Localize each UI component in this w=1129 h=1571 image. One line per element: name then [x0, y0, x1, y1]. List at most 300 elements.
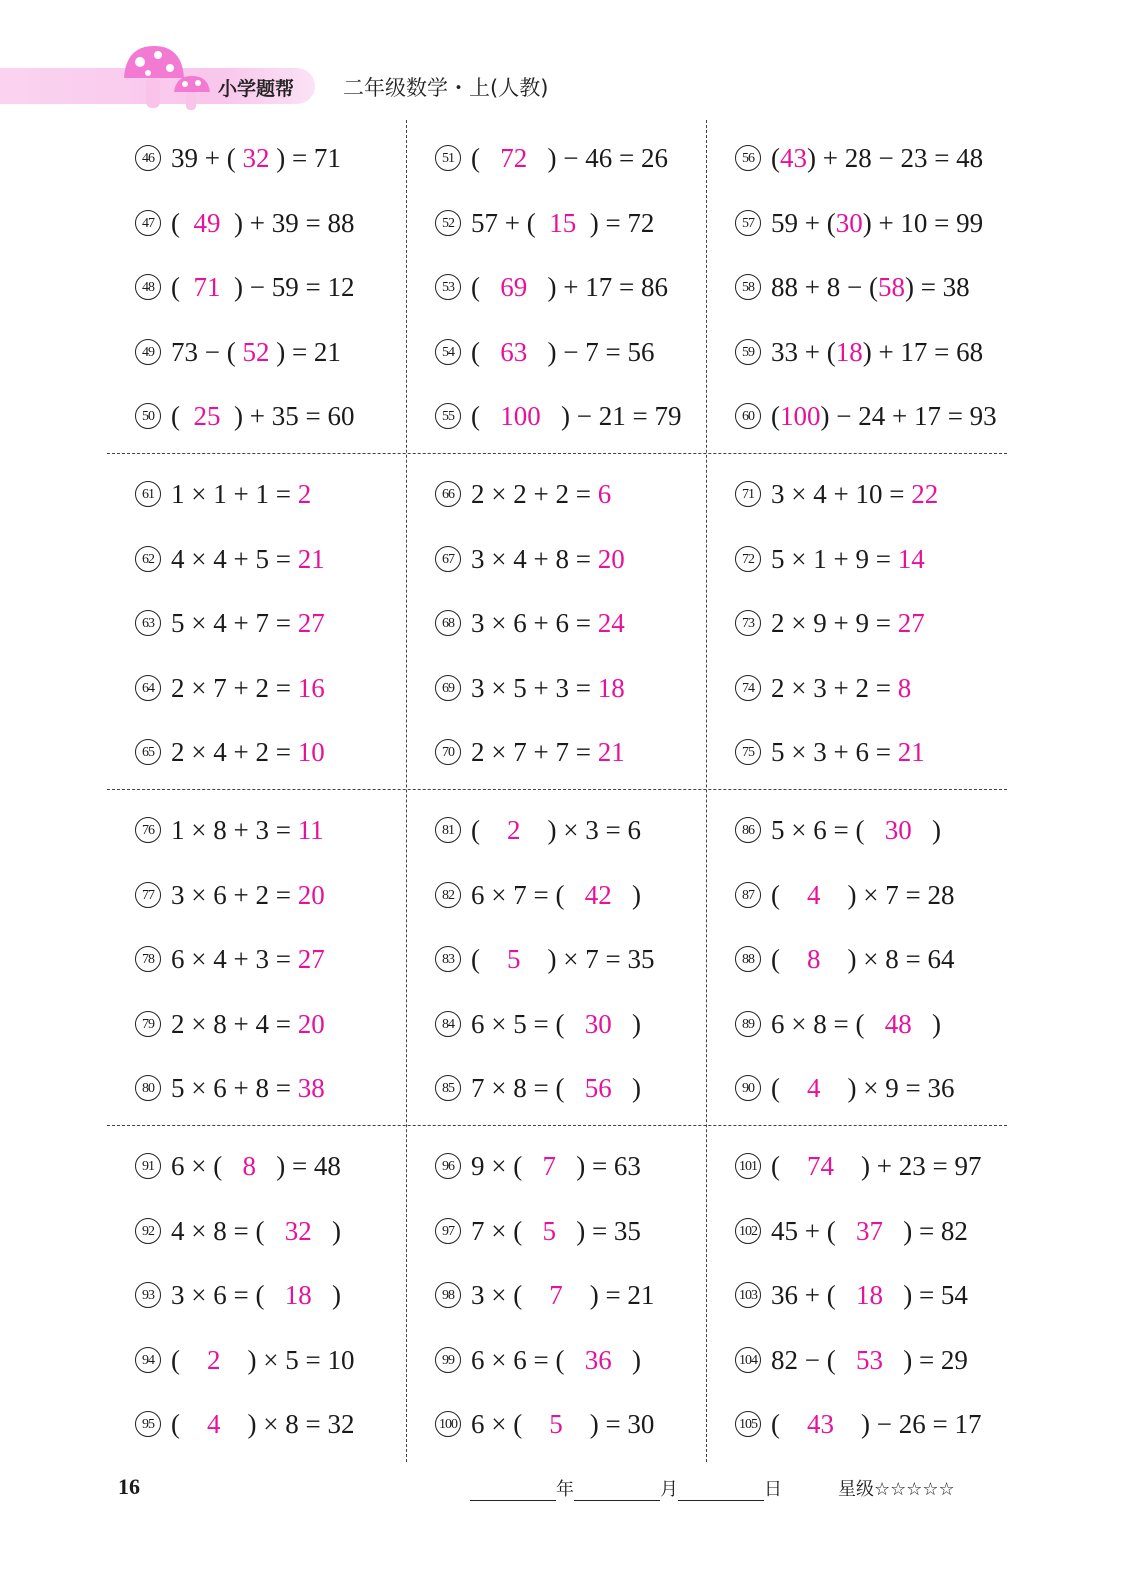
item-number: 85 [435, 1075, 461, 1101]
equation-text: ) [311, 1280, 341, 1310]
item-number: 69 [435, 675, 461, 701]
exercise-item [407, 1004, 707, 1044]
equation-text: 4 × 4 + 5 = [171, 543, 298, 574]
answer[interactable]: 6 [597, 479, 612, 509]
exercise-item [107, 203, 407, 243]
answer[interactable]: 30 [835, 207, 863, 238]
item-number: 91 [135, 1153, 161, 1179]
exercise-item [407, 1146, 707, 1186]
answer[interactable]: 21 [897, 737, 925, 767]
answer[interactable]: 7 [549, 1280, 563, 1310]
answer[interactable]: 20 [297, 1008, 325, 1039]
equation-text: ) = 35 [555, 1215, 641, 1246]
answer[interactable]: 22 [911, 479, 939, 509]
equation [171, 1404, 354, 1444]
item-number: 79 [135, 1011, 161, 1037]
equation [471, 1068, 641, 1108]
item-number: 59 [735, 339, 761, 365]
equation [471, 1211, 641, 1251]
equation-text: ( [771, 944, 807, 974]
item-number: 73 [735, 610, 761, 636]
exercise-item [707, 1275, 1007, 1315]
equation-text: ( [771, 143, 780, 173]
equation [471, 1275, 654, 1315]
equation-text: ) [911, 815, 941, 845]
equation-text: 73 − ( [171, 336, 243, 367]
equation-text: 1 × 1 + 1 = [171, 479, 298, 509]
exercise-item [707, 1404, 1007, 1444]
item-number: 81 [435, 817, 461, 843]
answer[interactable]: 27 [297, 608, 325, 638]
answer[interactable]: 69 [500, 272, 528, 302]
answer[interactable]: 32 [284, 1215, 312, 1246]
answer[interactable]: 42 [584, 879, 612, 910]
equation-text: ( [771, 401, 780, 431]
equation-text: ) − 24 + 17 = 93 [820, 401, 997, 431]
equation-text: ( [471, 815, 507, 845]
answer[interactable]: 18 [835, 336, 863, 367]
exercise-item [407, 603, 707, 643]
item-number: 94 [135, 1347, 161, 1373]
equation-text: 4 × 8 = ( [171, 1215, 285, 1246]
equation [171, 332, 341, 372]
exercise-item [107, 539, 407, 579]
equation [771, 396, 997, 436]
equation-text: ) = 21 [562, 1280, 655, 1310]
answer[interactable]: 38 [297, 1073, 325, 1103]
equation [171, 1340, 354, 1380]
answer[interactable]: 4 [207, 1409, 221, 1439]
answer[interactable]: 74 [807, 1151, 834, 1181]
equation [471, 203, 654, 243]
answer[interactable]: 15 [549, 207, 577, 238]
item-number: 102 [735, 1218, 761, 1244]
column-divider [406, 120, 407, 1462]
answer[interactable]: 4 [807, 1073, 821, 1103]
equation-text: 2 × 7 + 7 = [471, 737, 598, 767]
equation-text: 6 × 4 + 3 = [171, 944, 298, 974]
equation-text: ( [471, 143, 501, 173]
equation-text: ) × 8 = 32 [220, 1409, 355, 1439]
day-blank[interactable] [678, 1482, 764, 1501]
equation [771, 810, 941, 850]
equation-text: ) [611, 1008, 641, 1039]
item-number: 90 [735, 1075, 761, 1101]
equation-text: 6 × ( [171, 1151, 243, 1181]
equation-text: ) [611, 1344, 641, 1375]
equation [471, 1146, 641, 1186]
equation [771, 1275, 968, 1315]
exercise-item [407, 732, 707, 772]
exercise-item [707, 732, 1007, 772]
answer[interactable]: 8 [807, 944, 821, 974]
item-number: 95 [135, 1411, 161, 1437]
equation-text: ) = 30 [562, 1409, 655, 1439]
equation [771, 203, 983, 243]
equation [171, 1211, 341, 1251]
column-divider [706, 120, 707, 1462]
answer[interactable]: 48 [884, 1008, 912, 1039]
equation-text: ( [171, 401, 194, 431]
exercise-item [407, 810, 707, 850]
equation [171, 1004, 325, 1044]
answer[interactable]: 36 [584, 1344, 612, 1375]
equation [471, 668, 625, 708]
answer[interactable]: 11 [297, 815, 324, 845]
exercise-item [407, 1404, 707, 1444]
exercise-item [107, 810, 407, 850]
exercise-item [707, 603, 1007, 643]
item-number: 86 [735, 817, 761, 843]
exercise-item [107, 603, 407, 643]
equation [471, 138, 668, 178]
answer[interactable]: 37 [855, 1215, 883, 1246]
exercise-item [707, 332, 1007, 372]
equation-text: ) × 7 = 35 [520, 944, 655, 974]
item-number: 98 [435, 1282, 461, 1308]
item-number: 77 [135, 882, 161, 908]
star-rating[interactable]: 星级☆☆☆☆☆ [838, 1479, 955, 1500]
item-number: 101 [735, 1153, 761, 1179]
exercise-item [107, 1211, 407, 1251]
answer[interactable]: 30 [584, 1008, 612, 1039]
equation [771, 1146, 981, 1186]
item-number: 88 [735, 946, 761, 972]
item-number: 97 [435, 1218, 461, 1244]
date-fill-line [470, 1475, 782, 1501]
item-number: 49 [135, 339, 161, 365]
answer[interactable]: 20 [597, 543, 625, 574]
equation-text: ) = 48 [255, 1151, 341, 1181]
exercise-item [707, 267, 1007, 307]
equation-text: 2 × 3 + 2 = [771, 672, 898, 703]
equation [471, 810, 641, 850]
equation-text: ) = 38 [904, 272, 970, 302]
exercise-item [107, 1068, 407, 1108]
answer[interactable]: 27 [897, 608, 925, 638]
item-number: 78 [135, 946, 161, 972]
exercise-item [707, 138, 1007, 178]
exercise-item [107, 474, 407, 514]
equation-text: 6 × ( [471, 1409, 550, 1439]
exercise-item [107, 1004, 407, 1044]
item-number: 68 [435, 610, 461, 636]
exercise-item [707, 939, 1007, 979]
item-number: 62 [135, 546, 161, 572]
answer[interactable]: 52 [242, 336, 270, 367]
equation [771, 267, 970, 307]
exercise-grid [107, 120, 1007, 1462]
equation-text: 6 × 6 = ( [471, 1344, 585, 1375]
answer[interactable]: 56 [584, 1073, 612, 1103]
block-divider [107, 789, 1007, 790]
exercise-item [107, 267, 407, 307]
item-number: 66 [435, 481, 461, 507]
item-number: 104 [735, 1347, 761, 1373]
equation-text: 59 + ( [771, 207, 836, 238]
item-number: 55 [435, 403, 461, 429]
equation [471, 732, 625, 772]
equation [471, 1004, 641, 1044]
exercise-item [407, 1340, 707, 1380]
equation-text: ) = 82 [882, 1215, 968, 1246]
item-number: 74 [735, 675, 761, 701]
answer[interactable]: 100 [500, 401, 541, 431]
item-number: 96 [435, 1153, 461, 1179]
equation-text: ) = 54 [882, 1280, 968, 1310]
item-number: 67 [435, 546, 461, 572]
equation [171, 1068, 325, 1108]
equation [171, 939, 325, 979]
equation-text: ) = 63 [555, 1151, 641, 1181]
equation-text: 57 + ( [471, 207, 550, 238]
item-number: 56 [735, 145, 761, 171]
answer[interactable]: 63 [500, 336, 528, 367]
item-number: 76 [135, 817, 161, 843]
exercise-item [707, 875, 1007, 915]
answer[interactable]: 32 [242, 143, 270, 173]
exercise-item [407, 203, 707, 243]
item-number: 63 [135, 610, 161, 636]
equation [471, 875, 641, 915]
equation-text: ) [911, 1008, 941, 1039]
item-number: 60 [735, 403, 761, 429]
equation-text: ) = 29 [882, 1344, 968, 1375]
exercise-item [107, 1146, 407, 1186]
exercise-item [707, 203, 1007, 243]
answer[interactable]: 30 [884, 815, 912, 845]
equation-text: ) = 72 [576, 207, 655, 238]
answer[interactable]: 5 [549, 1409, 563, 1439]
exercise-item [707, 1211, 1007, 1251]
answer[interactable]: 14 [897, 543, 925, 574]
equation-text: ) = 71 [269, 143, 341, 173]
item-number: 87 [735, 882, 761, 908]
equation-text: ) × 7 = 28 [820, 879, 955, 910]
exercise-item [107, 939, 407, 979]
month-label: 月 [660, 1479, 678, 1500]
answer[interactable]: 58 [877, 272, 905, 302]
equation-text: ) × 5 = 10 [220, 1344, 355, 1375]
answer[interactable]: 16 [297, 672, 325, 703]
answer[interactable]: 72 [500, 143, 528, 173]
equation-text: ( [471, 272, 501, 302]
equation [771, 474, 938, 514]
equation-text: 39 + ( [171, 143, 243, 173]
equation-text: 5 × 4 + 7 = [171, 608, 298, 638]
equation [171, 267, 354, 307]
exercise-item [707, 1146, 1007, 1186]
equation [771, 939, 954, 979]
equation [171, 668, 325, 708]
equation-text: 2 × 7 + 2 = [171, 672, 298, 703]
equation-text: 9 × ( [471, 1151, 543, 1181]
exercise-item [707, 1340, 1007, 1380]
equation-text: 2 × 8 + 4 = [171, 1008, 298, 1039]
answer[interactable]: 7 [542, 1151, 556, 1181]
equation-text: 5 × 6 + 8 = [171, 1073, 298, 1103]
equation [171, 810, 324, 850]
exercise-item [407, 1068, 707, 1108]
answer[interactable]: 18 [597, 672, 625, 703]
block-divider [107, 1125, 1007, 1126]
equation-text: ) = 21 [269, 336, 341, 367]
equation [171, 539, 325, 579]
equation-text: ) [311, 1215, 341, 1246]
equation-text: 82 − ( [771, 1344, 856, 1375]
equation-text: 5 × 6 = ( [771, 815, 885, 845]
exercise-item [407, 539, 707, 579]
item-number: 70 [435, 739, 461, 765]
answer[interactable]: 10 [297, 737, 325, 767]
answer[interactable]: 53 [855, 1344, 883, 1375]
equation-text: 6 × 7 = ( [471, 879, 585, 910]
equation-text: 3 × 6 + 2 = [171, 879, 298, 910]
exercise-item [707, 1068, 1007, 1108]
exercise-item [107, 668, 407, 708]
equation-text: ( [171, 207, 194, 238]
item-number: 92 [135, 1218, 161, 1244]
item-number: 82 [435, 882, 461, 908]
year-blank[interactable] [470, 1482, 556, 1501]
equation-text: ) − 21 = 79 [540, 401, 682, 431]
item-number: 53 [435, 274, 461, 300]
equation [771, 138, 983, 178]
equation-text: 2 × 9 + 9 = [771, 608, 898, 638]
item-number: 47 [135, 210, 161, 236]
month-blank[interactable] [574, 1482, 660, 1501]
answer[interactable]: 25 [193, 401, 221, 431]
equation-text: ( [471, 944, 507, 974]
answer[interactable]: 21 [597, 737, 625, 767]
equation [771, 332, 983, 372]
answer[interactable]: 18 [855, 1280, 883, 1310]
item-number: 75 [735, 739, 761, 765]
answer[interactable]: 18 [284, 1280, 312, 1310]
item-number: 71 [735, 481, 761, 507]
answer[interactable]: 4 [807, 879, 821, 910]
exercise-item [707, 1004, 1007, 1044]
equation-text: 33 + ( [771, 336, 836, 367]
equation-text: ) − 26 = 17 [834, 1409, 982, 1439]
year-label: 年 [556, 1479, 574, 1500]
equation [771, 1211, 968, 1251]
equation [471, 474, 611, 514]
exercise-item [407, 875, 707, 915]
answer[interactable]: 100 [780, 401, 821, 431]
equation-text: ) + 17 = 68 [862, 336, 984, 367]
item-number: 105 [735, 1411, 761, 1437]
book-title: 二年级数学・上(人教) [343, 76, 549, 100]
exercise-item [407, 474, 707, 514]
equation [171, 138, 341, 178]
equation [171, 474, 311, 514]
answer[interactable]: 8 [897, 672, 912, 703]
exercise-item [107, 732, 407, 772]
equation-text: 3 × 6 = ( [171, 1280, 285, 1310]
equation-text: 6 × 8 = ( [771, 1008, 885, 1039]
exercise-item [107, 1275, 407, 1315]
equation-text: ( [171, 272, 194, 302]
equation-text: 7 × ( [471, 1215, 543, 1246]
exercise-item [407, 138, 707, 178]
item-number: 57 [735, 210, 761, 236]
equation-text: 45 + ( [771, 1215, 856, 1246]
answer[interactable]: 43 [807, 1409, 834, 1439]
item-number: 48 [135, 274, 161, 300]
equation [771, 603, 925, 643]
answer[interactable]: 24 [597, 608, 625, 638]
exercise-item [107, 1404, 407, 1444]
answer[interactable]: 2 [507, 815, 521, 845]
equation-text: ( [171, 1344, 207, 1375]
equation [471, 539, 625, 579]
item-number: 58 [735, 274, 761, 300]
exercise-item [407, 396, 707, 436]
answer[interactable]: 20 [297, 879, 325, 910]
answer[interactable]: 43 [780, 143, 807, 173]
exercise-item [407, 332, 707, 372]
equation-text: ( [771, 1073, 807, 1103]
answer[interactable]: 8 [242, 1151, 256, 1181]
equation-text: ) + 23 = 97 [834, 1151, 982, 1181]
equation-text: ( [471, 401, 501, 431]
exercise-item [107, 875, 407, 915]
exercise-item [707, 396, 1007, 436]
equation [771, 732, 925, 772]
item-number: 80 [135, 1075, 161, 1101]
equation [171, 396, 354, 436]
equation [471, 396, 681, 436]
answer[interactable]: 2 [297, 479, 312, 509]
answer[interactable]: 21 [297, 543, 325, 574]
answer[interactable]: 5 [542, 1215, 556, 1246]
equation [471, 603, 625, 643]
answer[interactable]: 5 [507, 944, 521, 974]
equation-text: ) [611, 879, 641, 910]
answer[interactable]: 2 [207, 1344, 221, 1375]
equation-text: 2 × 4 + 2 = [171, 737, 298, 767]
equation-text: 36 + ( [771, 1280, 856, 1310]
equation [171, 1275, 341, 1315]
equation-text: 2 × 2 + 2 = [471, 479, 598, 509]
exercise-item [407, 1211, 707, 1251]
equation-text: 5 × 1 + 9 = [771, 543, 898, 574]
brand-name: 小学题帮 [218, 78, 295, 100]
item-number: 50 [135, 403, 161, 429]
answer[interactable]: 27 [297, 944, 325, 974]
answer[interactable]: 49 [193, 207, 221, 238]
equation-text: 3 × 4 + 10 = [771, 479, 912, 509]
exercise-item [107, 1340, 407, 1380]
equation-text: ) + 17 = 86 [527, 272, 668, 302]
equation-text: 6 × 5 = ( [471, 1008, 585, 1039]
mushroom-logo-icon [118, 40, 218, 115]
item-number: 52 [435, 210, 461, 236]
equation-text: 3 × ( [471, 1280, 550, 1310]
equation [771, 539, 925, 579]
answer[interactable]: 71 [193, 272, 221, 302]
exercise-item [707, 810, 1007, 850]
equation-text: ) + 35 = 60 [220, 401, 355, 431]
equation [471, 1404, 654, 1444]
item-number: 84 [435, 1011, 461, 1037]
equation-text: ) × 3 = 6 [520, 815, 641, 845]
equation-text: ) − 46 = 26 [527, 143, 668, 173]
equation-text: ( [771, 1151, 807, 1181]
equation [471, 1340, 641, 1380]
equation [471, 332, 654, 372]
